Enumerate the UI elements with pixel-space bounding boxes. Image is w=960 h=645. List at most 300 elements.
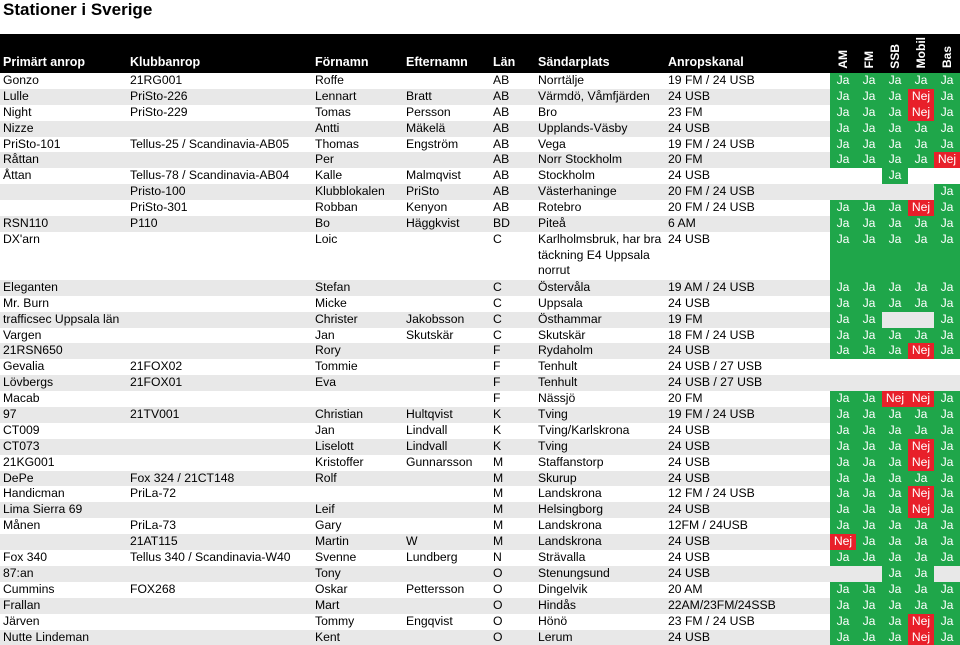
cell-ssb: Nej bbox=[882, 391, 908, 407]
cell-primart-anrop: Gonzo bbox=[0, 73, 127, 89]
cell-klubbanrop: Tellus-25 / Scandinavia-AB05 bbox=[127, 137, 312, 153]
cell-mobil: Nej bbox=[908, 502, 934, 518]
cell-am: Ja bbox=[830, 105, 856, 121]
cell-bas: Ja bbox=[934, 407, 960, 423]
cell-sandarplats: Västerhaninge bbox=[535, 184, 665, 200]
cell-lan: M bbox=[490, 518, 535, 534]
table-body bbox=[0, 73, 960, 645]
cell-mobil: Ja bbox=[908, 550, 934, 566]
table-row bbox=[0, 105, 960, 121]
cell-bas: Nej bbox=[934, 152, 960, 168]
cell-lan: K bbox=[490, 423, 535, 439]
header-anropskanal: Anropskanal bbox=[665, 34, 830, 73]
cell-fm bbox=[856, 375, 882, 391]
cell-ssb: Ja bbox=[882, 471, 908, 487]
cell-am: Ja bbox=[830, 73, 856, 89]
cell-fm: Ja bbox=[856, 471, 882, 487]
cell-efternamn bbox=[403, 375, 490, 391]
cell-fornamn: Liselott bbox=[312, 439, 403, 455]
cell-mobil: Nej bbox=[908, 614, 934, 630]
cell-efternamn: Gunnarsson bbox=[403, 455, 490, 471]
cell-fm: Ja bbox=[856, 534, 882, 550]
cell-klubbanrop: 21RG001 bbox=[127, 73, 312, 89]
cell-efternamn: W bbox=[403, 534, 490, 550]
cell-primart-anrop: Frallan bbox=[0, 598, 127, 614]
cell-mobil: Ja bbox=[908, 407, 934, 423]
cell-sandarplats: Tving/Karlskrona bbox=[535, 423, 665, 439]
cell-mobil: Ja bbox=[908, 582, 934, 598]
table-row bbox=[0, 630, 960, 645]
cell-fornamn: Svenne bbox=[312, 550, 403, 566]
cell-sandarplats: Östhammar bbox=[535, 312, 665, 328]
cell-mobil: Nej bbox=[908, 630, 934, 645]
cell-ssb: Ja bbox=[882, 89, 908, 105]
cell-lan: AB bbox=[490, 152, 535, 168]
cell-primart-anrop: Handicman bbox=[0, 486, 127, 502]
cell-anropskanal: 20 AM bbox=[665, 582, 830, 598]
cell-anropskanal: 24 USB bbox=[665, 343, 830, 359]
cell-fm: Ja bbox=[856, 486, 882, 502]
cell-mobil: Ja bbox=[908, 518, 934, 534]
cell-klubbanrop: PriSto-226 bbox=[127, 89, 312, 105]
cell-bas: Ja bbox=[934, 486, 960, 502]
cell-fm: Ja bbox=[856, 312, 882, 328]
cell-ssb: Ja bbox=[882, 486, 908, 502]
cell-fornamn: Loic bbox=[312, 232, 403, 280]
cell-ssb: Ja bbox=[882, 232, 908, 280]
cell-fornamn: Christian bbox=[312, 407, 403, 423]
cell-ssb bbox=[882, 312, 908, 328]
cell-am: Ja bbox=[830, 137, 856, 153]
cell-klubbanrop bbox=[127, 439, 312, 455]
table-row bbox=[0, 232, 960, 280]
cell-ssb: Ja bbox=[882, 200, 908, 216]
cell-fm: Ja bbox=[856, 121, 882, 137]
cell-mobil: Ja bbox=[908, 152, 934, 168]
cell-fm: Ja bbox=[856, 423, 882, 439]
cell-fm: Ja bbox=[856, 200, 882, 216]
cell-lan: O bbox=[490, 598, 535, 614]
cell-anropskanal: 20 FM bbox=[665, 152, 830, 168]
header-efternamn: Efternamn bbox=[403, 34, 490, 73]
cell-lan: C bbox=[490, 280, 535, 296]
cell-efternamn: PriSto bbox=[403, 184, 490, 200]
cell-fornamn: Stefan bbox=[312, 280, 403, 296]
cell-ssb: Ja bbox=[882, 296, 908, 312]
cell-am: Ja bbox=[830, 439, 856, 455]
cell-fornamn: Per bbox=[312, 152, 403, 168]
cell-fornamn: Thomas bbox=[312, 137, 403, 153]
cell-sandarplats: Piteå bbox=[535, 216, 665, 232]
cell-primart-anrop: PriSto-101 bbox=[0, 137, 127, 153]
cell-sandarplats: Staffanstorp bbox=[535, 455, 665, 471]
header-bas: Bas bbox=[934, 34, 960, 73]
header-primart-anrop: Primärt anrop bbox=[0, 34, 127, 73]
cell-ssb: Ja bbox=[882, 439, 908, 455]
cell-am: Ja bbox=[830, 407, 856, 423]
cell-fm bbox=[856, 359, 882, 375]
cell-efternamn: Kenyon bbox=[403, 200, 490, 216]
cell-efternamn: Engström bbox=[403, 137, 490, 153]
cell-bas: Ja bbox=[934, 296, 960, 312]
cell-lan: M bbox=[490, 534, 535, 550]
cell-mobil bbox=[908, 375, 934, 391]
cell-primart-anrop: Gevalia bbox=[0, 359, 127, 375]
cell-anropskanal: 24 USB bbox=[665, 566, 830, 582]
cell-klubbanrop bbox=[127, 614, 312, 630]
cell-anropskanal: 24 USB bbox=[665, 534, 830, 550]
table-row bbox=[0, 200, 960, 216]
cell-ssb: Ja bbox=[882, 630, 908, 645]
cell-bas: Ja bbox=[934, 105, 960, 121]
cell-anropskanal: 24 USB bbox=[665, 296, 830, 312]
table-row bbox=[0, 89, 960, 105]
cell-mobil bbox=[908, 359, 934, 375]
cell-lan: O bbox=[490, 566, 535, 582]
cell-klubbanrop bbox=[127, 343, 312, 359]
cell-fm: Ja bbox=[856, 296, 882, 312]
cell-lan: AB bbox=[490, 73, 535, 89]
cell-bas: Ja bbox=[934, 89, 960, 105]
table-row bbox=[0, 312, 960, 328]
cell-ssb bbox=[882, 184, 908, 200]
cell-klubbanrop bbox=[127, 455, 312, 471]
cell-sandarplats: Vega bbox=[535, 137, 665, 153]
cell-fm: Ja bbox=[856, 518, 882, 534]
cell-efternamn: Skutskär bbox=[403, 328, 490, 344]
cell-fm: Ja bbox=[856, 407, 882, 423]
cell-lan: K bbox=[490, 439, 535, 455]
cell-am: Ja bbox=[830, 312, 856, 328]
cell-ssb bbox=[882, 375, 908, 391]
cell-efternamn: Malmqvist bbox=[403, 168, 490, 184]
cell-klubbanrop: Tellus-78 / Scandinavia-AB04 bbox=[127, 168, 312, 184]
header-sandarplats: Sändarplats bbox=[535, 34, 665, 73]
cell-bas bbox=[934, 168, 960, 184]
cell-primart-anrop: 87:an bbox=[0, 566, 127, 582]
cell-fornamn: Oskar bbox=[312, 582, 403, 598]
cell-klubbanrop: PriLa-73 bbox=[127, 518, 312, 534]
cell-mobil: Ja bbox=[908, 566, 934, 582]
cell-ssb: Ja bbox=[882, 328, 908, 344]
cell-fm: Ja bbox=[856, 328, 882, 344]
cell-efternamn bbox=[403, 296, 490, 312]
cell-ssb: Ja bbox=[882, 614, 908, 630]
cell-mobil: Ja bbox=[908, 73, 934, 89]
cell-primart-anrop: Lulle bbox=[0, 89, 127, 105]
table-row bbox=[0, 582, 960, 598]
cell-fornamn bbox=[312, 486, 403, 502]
cell-lan: AB bbox=[490, 168, 535, 184]
cell-primart-anrop: CT073 bbox=[0, 439, 127, 455]
cell-efternamn: Persson bbox=[403, 105, 490, 121]
cell-primart-anrop: Lövbergs bbox=[0, 375, 127, 391]
table-row bbox=[0, 614, 960, 630]
cell-lan: O bbox=[490, 630, 535, 645]
cell-fornamn: Bo bbox=[312, 216, 403, 232]
cell-primart-anrop: CT009 bbox=[0, 423, 127, 439]
cell-sandarplats: Landskrona bbox=[535, 486, 665, 502]
cell-fm bbox=[856, 184, 882, 200]
cell-klubbanrop bbox=[127, 391, 312, 407]
cell-lan: F bbox=[490, 391, 535, 407]
cell-fornamn: Tommie bbox=[312, 359, 403, 375]
cell-sandarplats: Östervåla bbox=[535, 280, 665, 296]
cell-sandarplats: Rydaholm bbox=[535, 343, 665, 359]
cell-lan: C bbox=[490, 328, 535, 344]
cell-bas: Ja bbox=[934, 582, 960, 598]
cell-am: Ja bbox=[830, 502, 856, 518]
cell-efternamn: Bratt bbox=[403, 89, 490, 105]
cell-mobil: Nej bbox=[908, 439, 934, 455]
cell-efternamn bbox=[403, 232, 490, 280]
cell-fornamn: Kalle bbox=[312, 168, 403, 184]
cell-bas: Ja bbox=[934, 518, 960, 534]
cell-primart-anrop: 21RSN650 bbox=[0, 343, 127, 359]
cell-bas: Ja bbox=[934, 121, 960, 137]
table-row bbox=[0, 359, 960, 375]
cell-anropskanal: 6 AM bbox=[665, 216, 830, 232]
cell-fm: Ja bbox=[856, 598, 882, 614]
cell-primart-anrop: DePe bbox=[0, 471, 127, 487]
cell-am: Ja bbox=[830, 598, 856, 614]
cell-mobil: Ja bbox=[908, 328, 934, 344]
cell-fm: Ja bbox=[856, 630, 882, 645]
cell-efternamn: Lindvall bbox=[403, 423, 490, 439]
table-row bbox=[0, 407, 960, 423]
cell-fm: Ja bbox=[856, 439, 882, 455]
cell-fornamn: Lennart bbox=[312, 89, 403, 105]
cell-fornamn: Klubblokalen bbox=[312, 184, 403, 200]
cell-efternamn: Mäkelä bbox=[403, 121, 490, 137]
cell-anropskanal: 23 FM / 24 USB bbox=[665, 614, 830, 630]
cell-primart-anrop: Mr. Burn bbox=[0, 296, 127, 312]
header-lan: Län bbox=[490, 34, 535, 73]
cell-efternamn: Häggkvist bbox=[403, 216, 490, 232]
table-row bbox=[0, 566, 960, 582]
cell-anropskanal: 20 FM / 24 USB bbox=[665, 200, 830, 216]
cell-lan: AB bbox=[490, 105, 535, 121]
cell-sandarplats: Karlholmsbruk, har bra täckning E4 Uppsala norrut bbox=[535, 232, 665, 280]
cell-bas: Ja bbox=[934, 439, 960, 455]
cell-bas: Ja bbox=[934, 200, 960, 216]
table-row bbox=[0, 280, 960, 296]
cell-am: Ja bbox=[830, 152, 856, 168]
table-row bbox=[0, 152, 960, 168]
cell-klubbanrop bbox=[127, 280, 312, 296]
cell-bas bbox=[934, 375, 960, 391]
cell-lan: N bbox=[490, 550, 535, 566]
cell-anropskanal: 24 USB bbox=[665, 550, 830, 566]
cell-sandarplats: Tenhult bbox=[535, 359, 665, 375]
cell-fornamn: Christer bbox=[312, 312, 403, 328]
cell-efternamn bbox=[403, 391, 490, 407]
table-row bbox=[0, 328, 960, 344]
table-row bbox=[0, 486, 960, 502]
cell-bas bbox=[934, 359, 960, 375]
cell-anropskanal: 24 USB / 27 USB bbox=[665, 375, 830, 391]
cell-bas: Ja bbox=[934, 614, 960, 630]
cell-sandarplats: Strävalla bbox=[535, 550, 665, 566]
cell-anropskanal: 18 FM / 24 USB bbox=[665, 328, 830, 344]
cell-sandarplats: Lerum bbox=[535, 630, 665, 645]
cell-am: Ja bbox=[830, 232, 856, 280]
table-row bbox=[0, 455, 960, 471]
cell-bas: Ja bbox=[934, 312, 960, 328]
cell-mobil: Ja bbox=[908, 598, 934, 614]
header-ssb: SSB bbox=[882, 34, 908, 73]
cell-efternamn bbox=[403, 486, 490, 502]
cell-lan: AB bbox=[490, 121, 535, 137]
cell-mobil: Ja bbox=[908, 232, 934, 280]
cell-lan: F bbox=[490, 375, 535, 391]
cell-lan: C bbox=[490, 232, 535, 280]
cell-anropskanal: 24 USB bbox=[665, 121, 830, 137]
cell-mobil bbox=[908, 312, 934, 328]
cell-lan: AB bbox=[490, 184, 535, 200]
cell-mobil: Nej bbox=[908, 89, 934, 105]
cell-am: Ja bbox=[830, 630, 856, 645]
table-row bbox=[0, 73, 960, 89]
cell-ssb: Ja bbox=[882, 121, 908, 137]
cell-mobil: Ja bbox=[908, 137, 934, 153]
cell-lan: F bbox=[490, 343, 535, 359]
cell-mobil: Nej bbox=[908, 391, 934, 407]
cell-bas: Ja bbox=[934, 73, 960, 89]
cell-fornamn: Rolf bbox=[312, 471, 403, 487]
cell-bas: Ja bbox=[934, 328, 960, 344]
cell-fm: Ja bbox=[856, 614, 882, 630]
cell-anropskanal: 24 USB bbox=[665, 423, 830, 439]
cell-ssb: Ja bbox=[882, 407, 908, 423]
cell-anropskanal: 24 USB bbox=[665, 89, 830, 105]
cell-klubbanrop bbox=[127, 598, 312, 614]
cell-bas: Ja bbox=[934, 502, 960, 518]
cell-fornamn: Robban bbox=[312, 200, 403, 216]
cell-primart-anrop: trafficsec Uppsala län bbox=[0, 312, 127, 328]
cell-mobil: Ja bbox=[908, 534, 934, 550]
cell-fm: Ja bbox=[856, 152, 882, 168]
cell-fm: Ja bbox=[856, 550, 882, 566]
cell-efternamn bbox=[403, 502, 490, 518]
cell-lan: M bbox=[490, 502, 535, 518]
cell-primart-anrop: Nizze bbox=[0, 121, 127, 137]
cell-klubbanrop bbox=[127, 296, 312, 312]
cell-efternamn bbox=[403, 630, 490, 645]
cell-fornamn: Martin bbox=[312, 534, 403, 550]
cell-fornamn: Tony bbox=[312, 566, 403, 582]
cell-lan: AB bbox=[490, 200, 535, 216]
cell-primart-anrop: RSN110 bbox=[0, 216, 127, 232]
cell-efternamn bbox=[403, 518, 490, 534]
table-row bbox=[0, 137, 960, 153]
cell-am: Ja bbox=[830, 471, 856, 487]
cell-primart-anrop: Vargen bbox=[0, 328, 127, 344]
cell-klubbanrop: Fox 324 / 21CT148 bbox=[127, 471, 312, 487]
cell-fm: Ja bbox=[856, 216, 882, 232]
cell-lan: O bbox=[490, 614, 535, 630]
cell-ssb: Ja bbox=[882, 105, 908, 121]
cell-primart-anrop: Åttan bbox=[0, 168, 127, 184]
cell-anropskanal: 19 FM / 24 USB bbox=[665, 137, 830, 153]
cell-bas: Ja bbox=[934, 232, 960, 280]
cell-ssb: Ja bbox=[882, 216, 908, 232]
cell-am: Ja bbox=[830, 550, 856, 566]
table-row bbox=[0, 375, 960, 391]
cell-fm: Ja bbox=[856, 73, 882, 89]
cell-primart-anrop bbox=[0, 184, 127, 200]
table-row bbox=[0, 296, 960, 312]
cell-fm: Ja bbox=[856, 502, 882, 518]
cell-primart-anrop: 21KG001 bbox=[0, 455, 127, 471]
cell-lan: AB bbox=[490, 89, 535, 105]
cell-anropskanal: 24 USB / 27 USB bbox=[665, 359, 830, 375]
cell-fornamn: Kristoffer bbox=[312, 455, 403, 471]
cell-primart-anrop: Råttan bbox=[0, 152, 127, 168]
cell-efternamn bbox=[403, 343, 490, 359]
header-fornamn: Förnamn bbox=[312, 34, 403, 73]
cell-am: Ja bbox=[830, 486, 856, 502]
cell-bas: Ja bbox=[934, 534, 960, 550]
cell-efternamn bbox=[403, 359, 490, 375]
cell-anropskanal: 24 USB bbox=[665, 232, 830, 280]
table-row bbox=[0, 168, 960, 184]
cell-ssb: Ja bbox=[882, 152, 908, 168]
cell-primart-anrop: Night bbox=[0, 105, 127, 121]
cell-am: Ja bbox=[830, 455, 856, 471]
cell-anropskanal: 23 FM bbox=[665, 105, 830, 121]
cell-mobil: Ja bbox=[908, 296, 934, 312]
cell-bas: Ja bbox=[934, 184, 960, 200]
cell-klubbanrop bbox=[127, 502, 312, 518]
cell-fornamn: Leif bbox=[312, 502, 403, 518]
cell-fm: Ja bbox=[856, 280, 882, 296]
cell-klubbanrop bbox=[127, 630, 312, 645]
cell-fornamn: Eva bbox=[312, 375, 403, 391]
cell-efternamn bbox=[403, 598, 490, 614]
cell-anropskanal: 24 USB bbox=[665, 455, 830, 471]
cell-efternamn: Jakobsson bbox=[403, 312, 490, 328]
cell-lan: M bbox=[490, 455, 535, 471]
table-row bbox=[0, 391, 960, 407]
cell-sandarplats: Tenhult bbox=[535, 375, 665, 391]
cell-efternamn bbox=[403, 152, 490, 168]
cell-ssb: Ja bbox=[882, 168, 908, 184]
cell-bas bbox=[934, 566, 960, 582]
cell-klubbanrop: 21AT115 bbox=[127, 534, 312, 550]
cell-primart-anrop: Månen bbox=[0, 518, 127, 534]
cell-anropskanal: 19 AM / 24 USB bbox=[665, 280, 830, 296]
cell-ssb: Ja bbox=[882, 73, 908, 89]
cell-fornamn: Rory bbox=[312, 343, 403, 359]
cell-primart-anrop bbox=[0, 200, 127, 216]
cell-am: Ja bbox=[830, 391, 856, 407]
cell-primart-anrop: Macab bbox=[0, 391, 127, 407]
cell-fornamn: Micke bbox=[312, 296, 403, 312]
cell-fm: Ja bbox=[856, 455, 882, 471]
header-am: AM bbox=[830, 34, 856, 73]
cell-efternamn bbox=[403, 566, 490, 582]
cell-klubbanrop: P110 bbox=[127, 216, 312, 232]
cell-klubbanrop bbox=[127, 121, 312, 137]
table-row bbox=[0, 184, 960, 200]
cell-lan: C bbox=[490, 312, 535, 328]
cell-am: Ja bbox=[830, 200, 856, 216]
cell-sandarplats: Helsingborg bbox=[535, 502, 665, 518]
cell-fm: Ja bbox=[856, 89, 882, 105]
cell-fm: Ja bbox=[856, 137, 882, 153]
cell-ssb: Ja bbox=[882, 550, 908, 566]
